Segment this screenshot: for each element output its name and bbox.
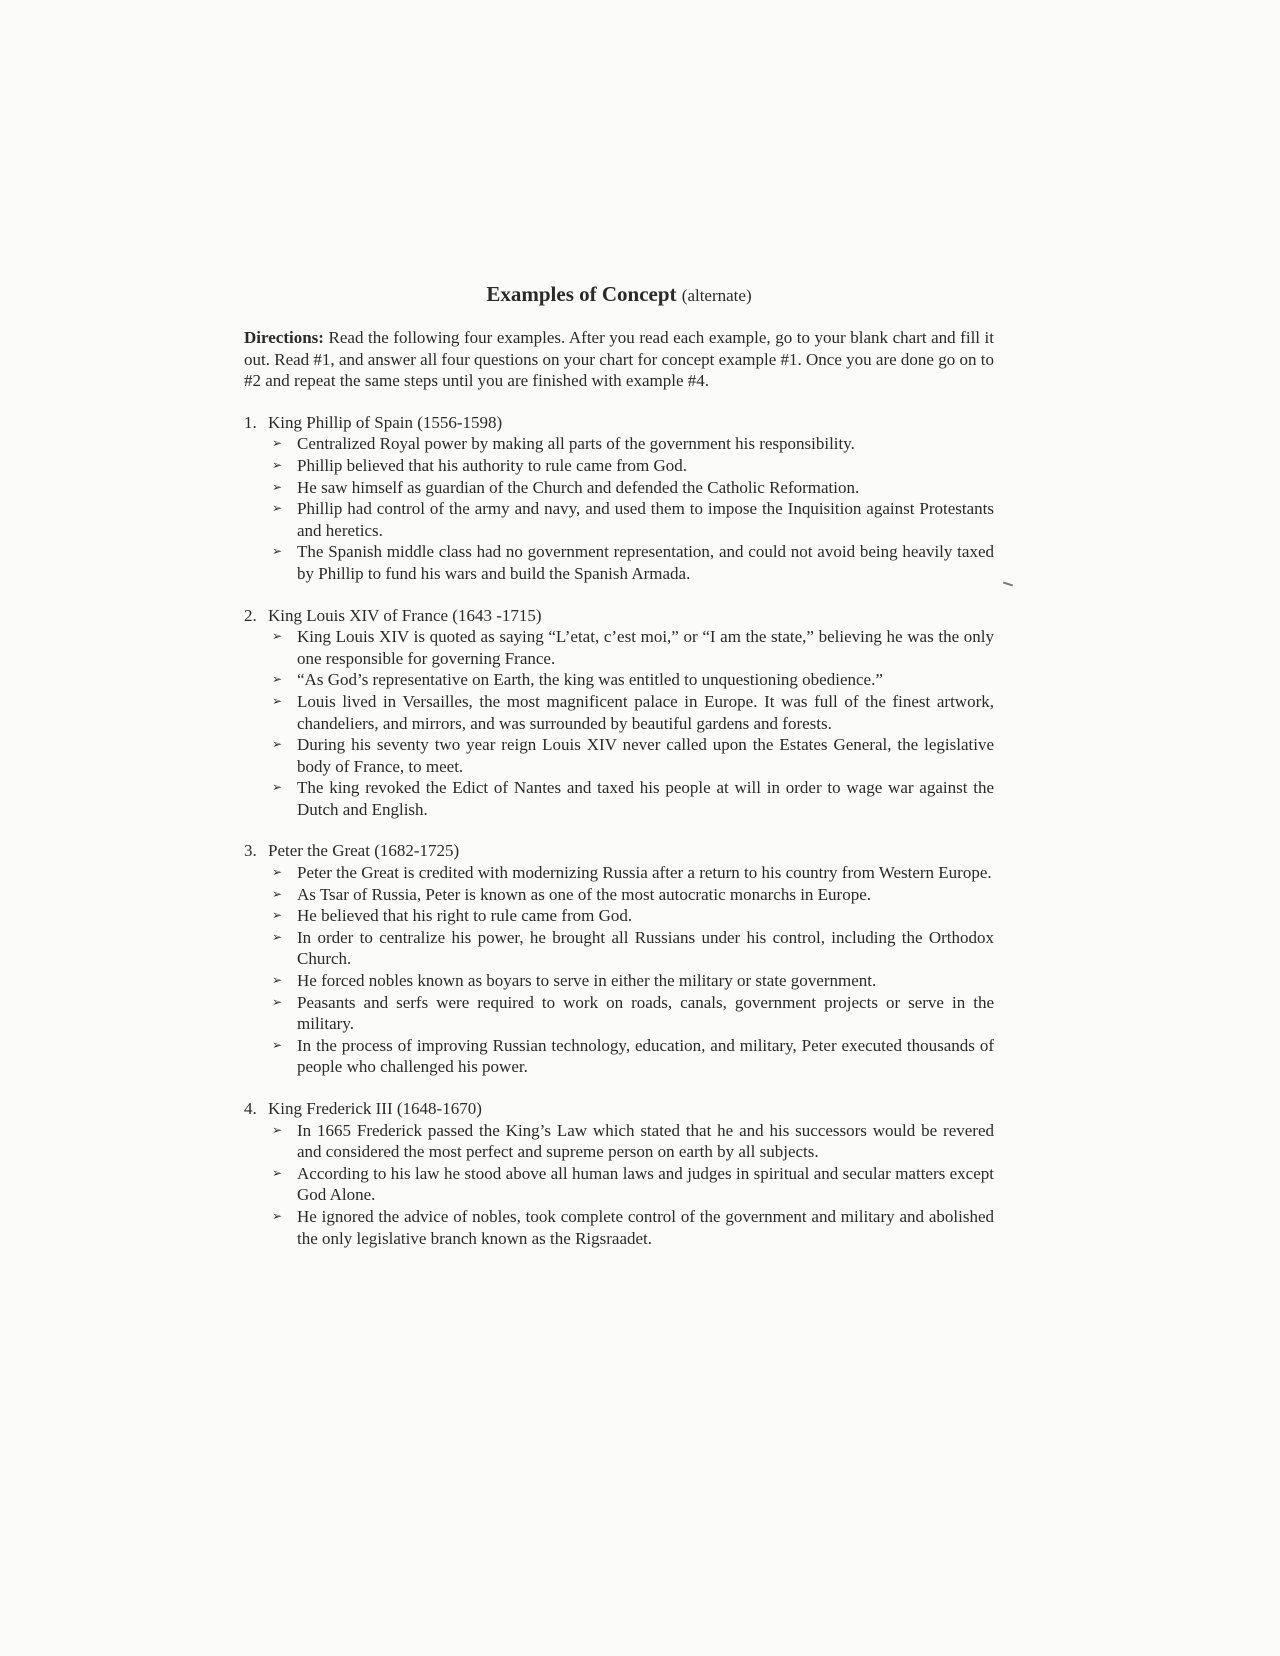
list-item — [269, 1163, 994, 1206]
title-suffix: (alternate) — [681, 286, 752, 305]
example-title: King Phillip of Spain (1556-1598) — [268, 412, 503, 432]
example-title: Peter the Great (1682-1725) — [268, 841, 460, 861]
bullet-text: The king revoked the Edict of Nantes and taxed his people at will in order to wage war against the Dutch and English. — [297, 778, 994, 819]
list-item — [269, 626, 994, 669]
list-item — [269, 777, 994, 820]
arrowhead-bullet-icon: ➢ — [272, 1208, 283, 1223]
bullet-list — [244, 433, 994, 584]
list-item — [269, 433, 994, 455]
example-title: King Louis XIV of France (1643 -1715) — [268, 605, 542, 625]
bullet-text: As Tsar of Russia, Peter is known as one of the most autocratic monarchs in Europe. — [297, 884, 872, 904]
bullet-text: “As God’s representative on Earth, the king was entitled to unquestioning obedience.” — [297, 670, 883, 690]
bullet-text: He saw himself as guardian of the Church and defended the Catholic Reformation. — [297, 477, 860, 497]
bullet-text: Centralized Royal power by making all parts of the government his responsibility. — [297, 434, 855, 454]
bullet-list — [244, 626, 994, 820]
example-number: 1. — [244, 412, 257, 432]
example-heading — [244, 840, 994, 862]
arrowhead-bullet-icon: ➢ — [272, 1037, 283, 1052]
bullet-text: Louis lived in Versailles, the most magnificent palace in Europe. It was full of the finest artwork, chandeliers, and mirrors, and was surrounded by beautiful gardens and forests. — [297, 691, 994, 733]
arrowhead-bullet-icon: ➢ — [272, 780, 283, 795]
arrowhead-bullet-icon: ➢ — [272, 436, 283, 451]
arrowhead-bullet-icon: ➢ — [272, 457, 283, 472]
example-number: 2. — [244, 605, 257, 625]
bullet-text: According to his law he stood above all human laws and judges in spiritual and secular matters except God Alone. — [297, 1163, 994, 1205]
list-item — [269, 1120, 994, 1163]
bullet-text: The Spanish middle class had no government representation, and could not avoid being heavily taxed by Phillip to fund his wars and build the Spanish Armada. — [297, 542, 994, 583]
title-main: Examples of Concept — [486, 282, 677, 306]
bullet-text: King Louis XIV is quoted as saying “L’etat, c’est moi,” or “I am the state,” believing he was the only one responsible for governing France. — [297, 627, 994, 668]
list-item — [269, 691, 994, 734]
directions-label: Directions: — [244, 328, 324, 347]
list-item — [269, 541, 994, 584]
list-item — [269, 734, 994, 777]
arrowhead-bullet-icon: ➢ — [272, 501, 283, 516]
bullet-text: Phillip had control of the army and navy, and used them to impose the Inquisition against Protestants and heretics. — [297, 499, 994, 540]
list-item — [269, 669, 994, 691]
arrowhead-bullet-icon: ➢ — [272, 973, 283, 988]
example-section — [244, 1098, 994, 1249]
list-item — [269, 1206, 994, 1249]
list-item — [269, 498, 994, 541]
arrowhead-bullet-icon: ➢ — [272, 629, 283, 644]
bullet-text: In the process of improving Russian technology, education, and military, Peter executed thousands of people who challenged his power. — [297, 1035, 994, 1077]
bullet-text: Peter the Great is credited with modernizing Russia after a return to his country from Western Europe. — [297, 863, 992, 883]
example-section — [244, 840, 994, 1078]
directions-paragraph — [244, 327, 994, 392]
bullet-text: He believed that his right to rule came from God. — [297, 906, 633, 926]
example-section — [244, 605, 994, 821]
example-number: 3. — [244, 841, 257, 861]
bullet-text: Peasants and serfs were required to work on roads, canals, government projects or serve in the military. — [297, 992, 994, 1034]
list-item — [269, 992, 994, 1035]
list-item — [269, 927, 994, 970]
bullet-text: In 1665 Frederick passed the King’s Law which stated that he and his successors would be revered and considered the most perfect and supreme person on earth by all subjects. — [297, 1120, 994, 1162]
example-heading — [244, 412, 994, 434]
bullet-text: He forced nobles known as boyars to serve in either the military or state government. — [297, 971, 877, 991]
example-section — [244, 412, 994, 585]
example-number: 4. — [244, 1099, 257, 1118]
page-title — [244, 280, 994, 310]
list-item — [269, 884, 994, 906]
examples-list — [244, 412, 994, 1249]
arrowhead-bullet-icon: ➢ — [272, 693, 283, 708]
list-item — [269, 455, 994, 477]
bullet-list — [244, 862, 994, 1078]
bullet-text: In order to centralize his power, he brought all Russians under his control, including the Orthodox Church. — [297, 927, 994, 969]
bullet-list — [244, 1120, 994, 1250]
bullet-text: Phillip believed that his authority to rule came from God. — [297, 455, 687, 475]
arrowhead-bullet-icon: ➢ — [272, 672, 283, 687]
arrowhead-bullet-icon: ➢ — [272, 737, 283, 752]
bullet-text: He ignored the advice of nobles, took complete control of the government and military and abolished the only legislative branch known as the Rigsraadet. — [297, 1206, 994, 1248]
directions-text: Read the following four examples. After you read each example, go to your blank chart and fill it out. Read #1, and answer all four questions on your chart for concept example #1. Once you are done go on to #2 and repeat the same steps until you are finished with example #4. — [244, 328, 995, 391]
arrowhead-bullet-icon: ➢ — [272, 929, 283, 944]
arrowhead-bullet-icon: ➢ — [272, 886, 283, 901]
arrowhead-bullet-icon: ➢ — [272, 865, 283, 880]
list-item — [269, 970, 994, 992]
bullet-text: During his seventy two year reign Louis XIV never called upon the Estates General, the legislative body of France, to meet. — [297, 735, 994, 776]
example-title: King Frederick III (1648-1670) — [268, 1099, 482, 1118]
worksheet-page — [244, 280, 994, 1269]
list-item — [269, 862, 994, 884]
arrowhead-bullet-icon: ➢ — [272, 544, 283, 559]
arrowhead-bullet-icon: ➢ — [272, 1122, 283, 1137]
arrowhead-bullet-icon: ➢ — [272, 908, 283, 923]
example-heading — [244, 1098, 994, 1120]
arrowhead-bullet-icon: ➢ — [272, 1165, 283, 1180]
list-item — [269, 477, 994, 499]
scan-mark — [1003, 582, 1013, 587]
arrowhead-bullet-icon: ➢ — [272, 479, 283, 494]
list-item — [269, 1035, 994, 1078]
example-heading — [244, 605, 994, 627]
arrowhead-bullet-icon: ➢ — [272, 994, 283, 1009]
list-item — [269, 905, 994, 927]
